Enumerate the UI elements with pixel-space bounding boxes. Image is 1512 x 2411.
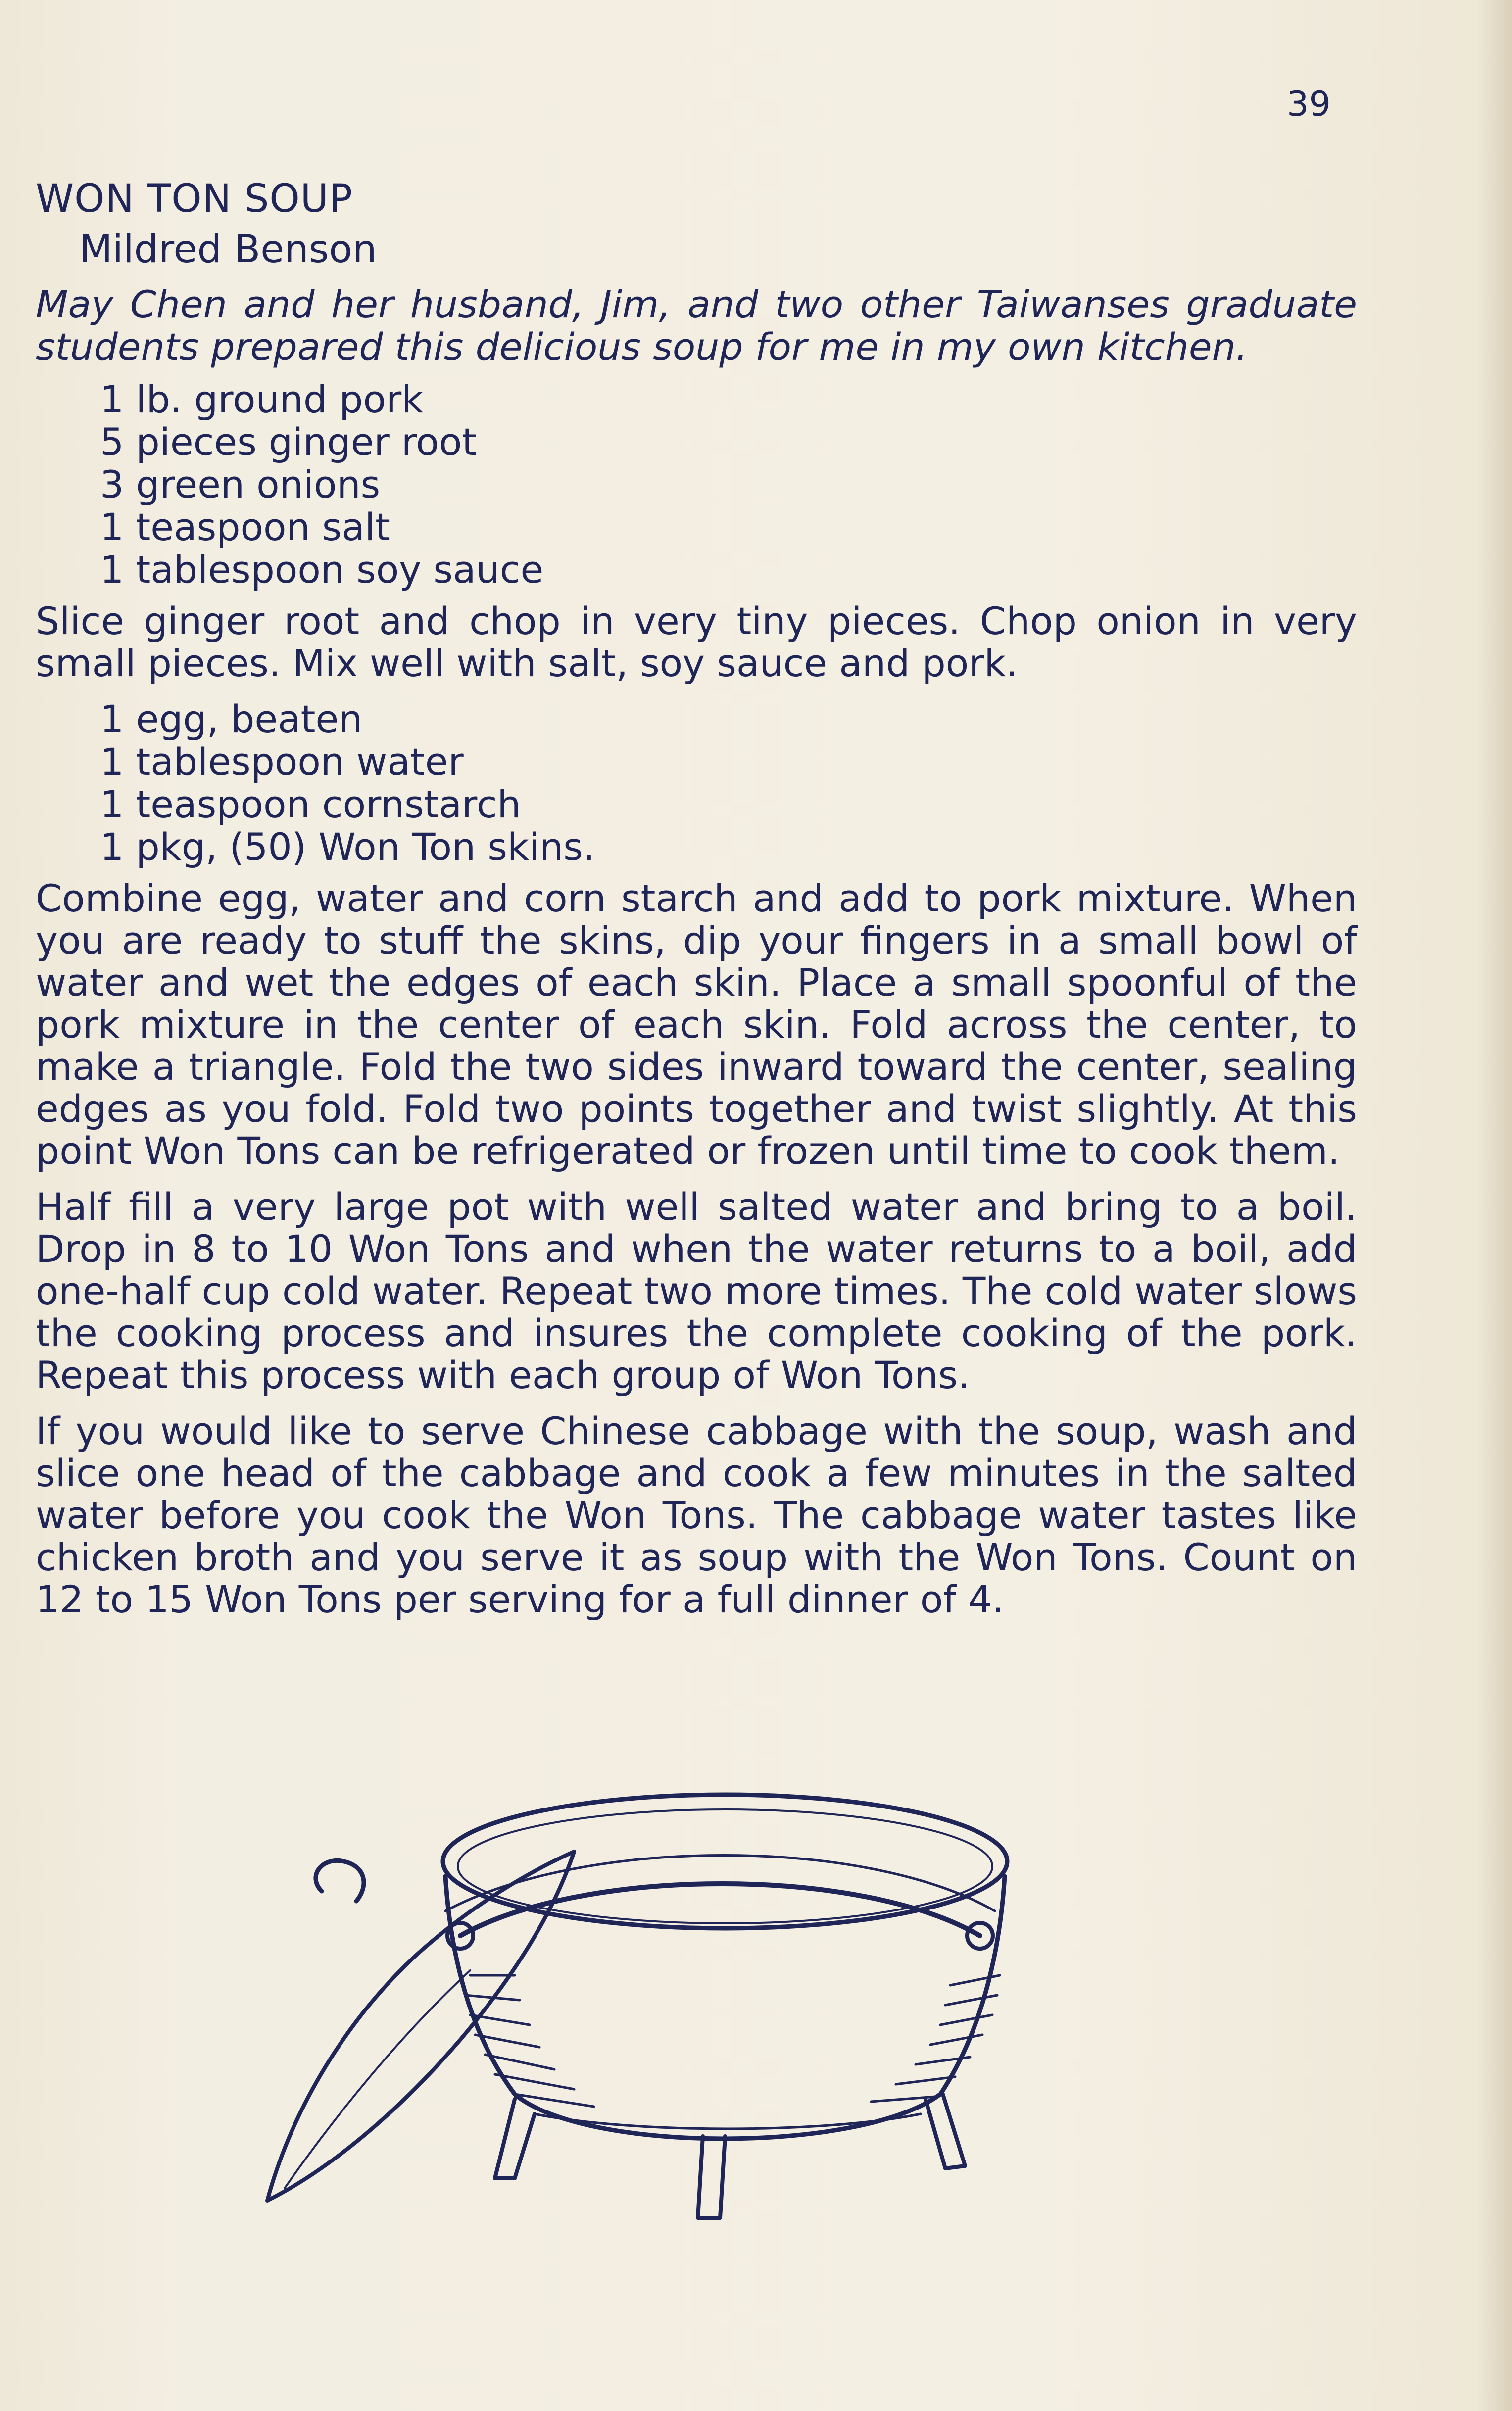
ingredient-item: 1 egg, beaten	[100, 697, 363, 741]
ingredient-item: 1 tablespoon soy sauce	[100, 548, 544, 592]
instruction-step-2: Combine egg, water and corn starch and add to pork mixture. When you are ready to stuff the skins, dip your fingers in a small bowl of water and wet the edges of each skin. Place a small spoonful of the pork mixture in the center of each skin. Fold across the center, to make a triangle. Fold the two sides inward toward the center, sealing edges as you fold. Fold two points together and twist slightly. At this point Won Tons can be refrigerated or frozen until time to cook them.	[36, 876, 1357, 1173]
ingredient-item: 5 pieces ginger root	[100, 420, 477, 464]
page-spine-shadow	[1477, 0, 1512, 2411]
recipe-block	[36, 173, 1357, 1634]
instruction-step-3: Half fill a very large pot with well salted water and bring to a boil. Drop in 8 to 10 Won Tons and when the water returns to a boil, add one-half cup cold water. Repeat two more times. The cold water slows the cooking process and insures the complete cooking of the pork. Repeat this process with each group of Won Tons.	[36, 1185, 1357, 1397]
ingredient-item: 1 pkg, (50) Won Ton skins.	[100, 825, 595, 869]
ingredient-item: 1 tablespoon water	[100, 740, 464, 784]
ingredient-list-wrapping	[100, 698, 1357, 868]
dutch-oven-pot-illustration	[238, 1678, 1015, 2228]
ingredient-item: 1 teaspoon cornstarch	[100, 782, 521, 826]
recipe-intro: May Chen and her husband, Jim, and two other Taiwanses graduate students prepared this delicious soup for me in my own kitchen.	[36, 282, 1357, 369]
instruction-step-4: If you would like to serve Chinese cabbage with the soup, wash and slice one head of the cabbage and cook a few minutes in the salted water before you cook the Won Tons. The cabbage water tastes like chicken broth and you serve it as soup with the Won Tons. Count on 12 to 15 Won Tons per serving for a full dinner of 4.	[36, 1409, 1357, 1621]
recipe-author: Mildred Benson	[79, 227, 377, 272]
ingredient-list-filling	[100, 378, 1357, 591]
recipe-title: WON TON SOUP	[36, 177, 353, 221]
instruction-step-1: Slice ginger root and chop in very tiny pieces. Chop onion in very small pieces. Mix well with salt, soy sauce and pork.	[36, 599, 1357, 685]
ingredient-item: 1 lb. ground pork	[100, 377, 424, 421]
ingredient-item: 3 green onions	[100, 462, 381, 506]
page-number: 39	[1287, 84, 1331, 124]
ingredient-item: 1 teaspoon salt	[100, 505, 390, 549]
